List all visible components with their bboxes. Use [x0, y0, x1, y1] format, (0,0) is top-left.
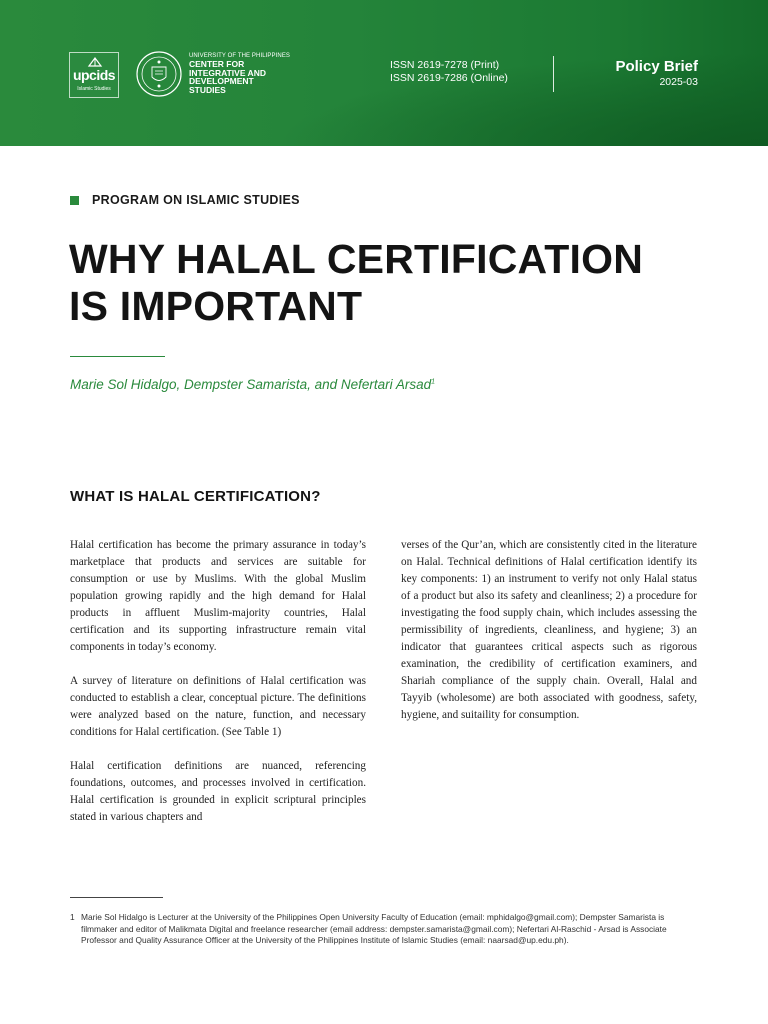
right-column [401, 537, 697, 741]
section-heading: WHAT IS HALAL CERTIFICATION? [70, 488, 321, 505]
center-name [189, 53, 290, 94]
title-line-1: WHY HALAL CERTIFICATION [69, 236, 644, 282]
authors-footnote-marker: 1 [431, 378, 436, 386]
logo-text: upcids [72, 67, 116, 83]
paragraph: Halal certification has become the primary assurance in today’s marketplace that products and services are suitable for consumption or use by Muslims. With the global Muslim population growing rapidly and the high demand for Halal products in affluent Muslim-majority countries, Halal certification and its supporting infrastructure remain vital components in today’s economy. [70, 539, 366, 653]
left-column [70, 537, 366, 843]
section-square-icon [70, 196, 79, 205]
policy-brief-label: Policy Brief [615, 58, 698, 75]
footnote-number: 1 [70, 912, 75, 922]
authors-names: Marie Sol Hidalgo, Dempster Samarista, and Nefertari Arsad [70, 377, 432, 392]
upcids-logo [69, 52, 119, 98]
issn-block [390, 59, 508, 85]
center-name-line: CENTER FOR [189, 59, 245, 69]
page-title [69, 236, 709, 330]
footnote [70, 912, 698, 947]
paragraph: verses of the Qur’an, which are consistently cited in the literature on Halal. Technical definitions of Halal certification identify its key components: 1) an instrument to verify not only Halal status of a product but also its safety and cleanliness; 2) a procedure for investigating the food supply chain, which includes assessing the permissibility of ingredients, cleanliness, and hygiene; 3) an indicator that guarantees critical aspects such as rigorous examination, the credibility of certification examiners, and Shariah compliance of the supply chain. Overall, Halal and Tayyib (wholesome) are both associated with goodness, safety, hygiene, and suitaility for consumption. [401, 539, 697, 721]
university-name: UNIVERSITY OF THE PHILIPPINES [189, 53, 291, 59]
program-label [70, 193, 300, 207]
header-divider [553, 56, 554, 92]
center-name-line: STUDIES [189, 84, 226, 95]
paragraph: A survey of literature on definitions of Halal certification was conducted to establish a clear, conceptual picture. The definitions were analyzed based on the nature, function, and necessary conditions for Halal certification. (See Table 1) [70, 675, 366, 738]
title-rule [70, 356, 165, 357]
issn-online: ISSN 2619-7286 (Online) [390, 72, 508, 84]
center-name-line: DEVELOPMENT [189, 76, 254, 86]
center-name-line: INTEGRATIVE AND [189, 67, 266, 78]
paragraph: Halal certification definitions are nuanced, referencing foundations, outcomes, and processes involved in certification. Halal certification is grounded in explicit scriptural principles stated in various chapters and [70, 760, 366, 823]
authors-line [70, 377, 435, 392]
issn-print: ISSN 2619-7278 (Print) [390, 59, 500, 71]
logo-subtext: Islamic Studies [77, 86, 111, 92]
program-name: PROGRAM ON ISLAMIC STUDIES [92, 193, 300, 207]
footnote-rule [70, 897, 163, 898]
title-line-2: IS IMPORTANT [69, 283, 363, 329]
policy-brief-block [615, 58, 698, 88]
up-seal-icon [136, 51, 182, 97]
footnote-text: Marie Sol Hidalgo is Lecturer at the University of the Philippines Open University Faculty of Education (email: mphidalgo@gmail.com); Dempster Samarista is filmmaker and editor of Malikmata Digital and freelance researcher (email address: dempster.samarista@gmail.com); Nefertari Al-Raschid - Arsad is Associate Professor and Quality Assurance Officer at the University of the Philippines Institute of Islamic Studies (email: naarsad@up.edu.ph). [81, 912, 667, 945]
policy-brief-number: 2025-03 [659, 76, 698, 88]
header-banner [0, 0, 768, 146]
